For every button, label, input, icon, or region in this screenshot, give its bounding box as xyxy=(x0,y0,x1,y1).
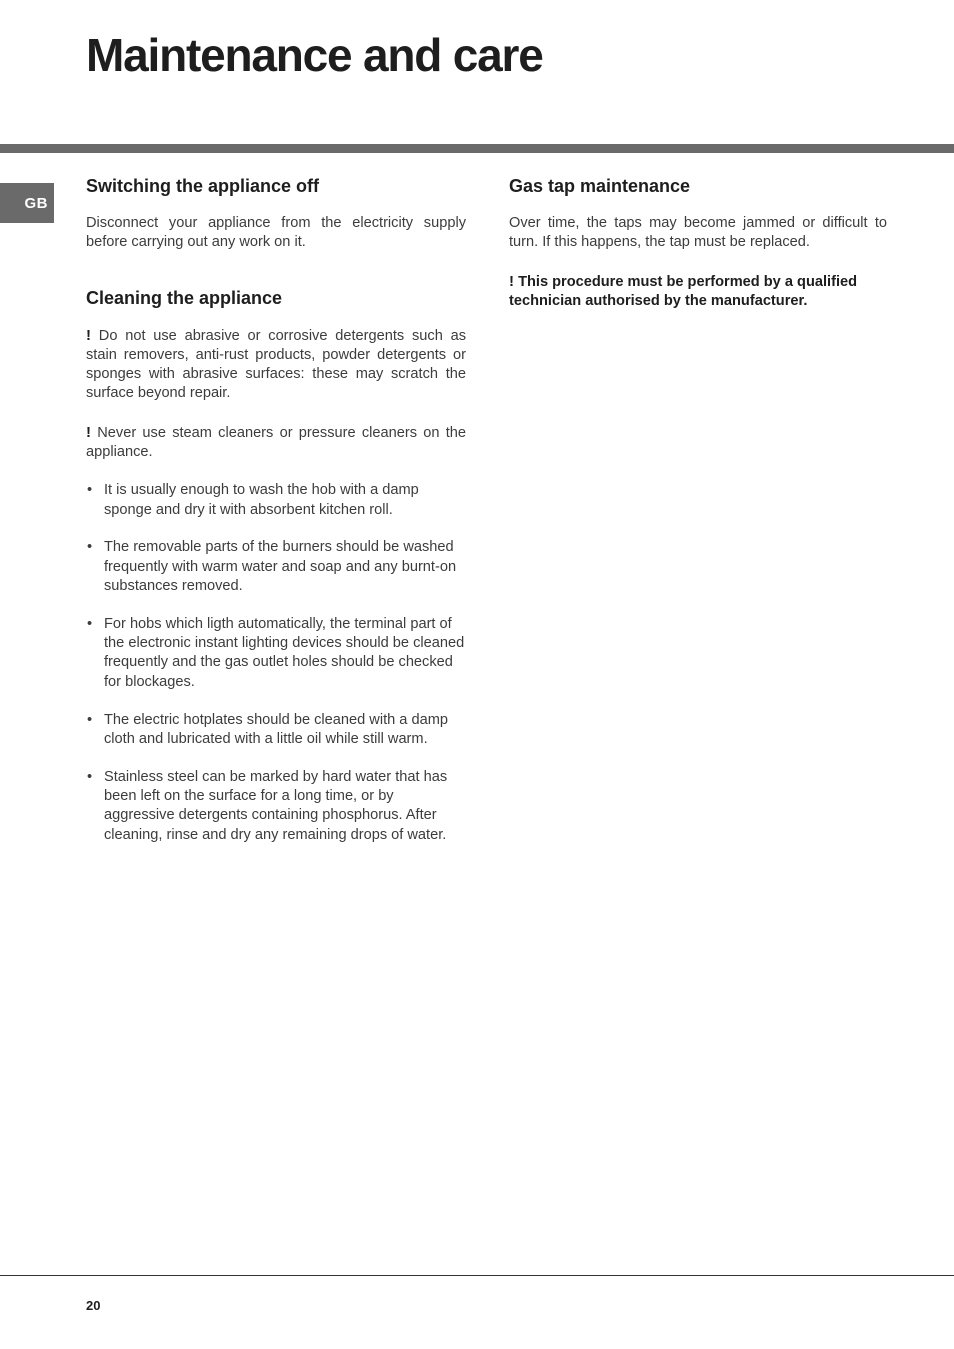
section-cleaning xyxy=(86,287,466,845)
page-number: 20 xyxy=(86,1298,101,1313)
list-item-text: It is usually enough to wash the hob with a damp sponge and dry it with absorbent kitchen roll. xyxy=(104,482,419,518)
left-column xyxy=(86,175,466,845)
list-item xyxy=(86,711,466,750)
footer-divider xyxy=(0,1275,954,1276)
list-item-text: The removable parts of the burners should be washed frequently with warm water and soap and any burnt-on substances removed. xyxy=(104,539,457,595)
bullet-icon: • xyxy=(87,482,93,499)
section-heading: Switching the appliance off xyxy=(86,176,320,196)
right-column xyxy=(509,175,887,311)
language-label: GB xyxy=(24,194,48,212)
list-item-text: Stainless steel can be marked by hard water that has been left on the surface for a long time, or by aggressive detergents containing phosphorus. After cleaning, rinse and dry any remaining drops of water. xyxy=(104,768,448,843)
warning-text: Do not use abrasive or corrosive detergents such as stain removers, anti-rust products, powder detergents or sponges with abrasive surfaces: these may scratch the surface beyond repair. xyxy=(86,327,466,402)
section-gas-tap xyxy=(509,175,887,311)
list-item-text: For hobs which ligth automatically, the terminal part of the electronic instant lighting devices should be cleaned frequently and the gas outlet holes should be checked for blockages. xyxy=(104,615,465,690)
list-item-text: The electric hotplates should be cleaned with a damp cloth and lubricated with a little oil while still warm. xyxy=(104,711,448,747)
bullet-icon: • xyxy=(87,711,93,728)
section-heading: Cleaning the appliance xyxy=(86,287,283,308)
warning-text: Never use steam cleaners or pressure cleaners on the appliance. xyxy=(86,424,466,461)
warning-paragraph xyxy=(86,423,466,463)
section-heading: Gas tap maintenance xyxy=(509,176,691,196)
warning-icon: ! xyxy=(509,272,514,290)
list-item xyxy=(86,538,466,596)
section-body: Over time, the taps may become jammed or difficult to turn. If this happens, the tap must be replaced. xyxy=(509,215,887,251)
list-item xyxy=(86,481,466,520)
warning-paragraph xyxy=(86,326,466,404)
section-switching-off xyxy=(86,175,466,253)
warning-icon: ! xyxy=(86,326,91,344)
list-item xyxy=(86,615,466,692)
cleaning-tips-list xyxy=(86,481,466,844)
page-title: Maintenance and care xyxy=(86,29,543,81)
language-tab xyxy=(0,183,54,223)
list-item xyxy=(86,768,466,845)
bullet-icon: • xyxy=(87,615,93,632)
section-body: Disconnect your appliance from the electricity supply before carrying out any work on it. xyxy=(86,215,466,251)
bullet-icon: • xyxy=(87,539,93,556)
bullet-icon: • xyxy=(87,768,93,785)
warning-text: This procedure must be performed by a qualified technician authorised by the manufacturer. xyxy=(509,273,858,309)
warning-paragraph xyxy=(509,272,887,312)
warning-icon: ! xyxy=(86,423,91,441)
header-divider xyxy=(0,144,954,153)
